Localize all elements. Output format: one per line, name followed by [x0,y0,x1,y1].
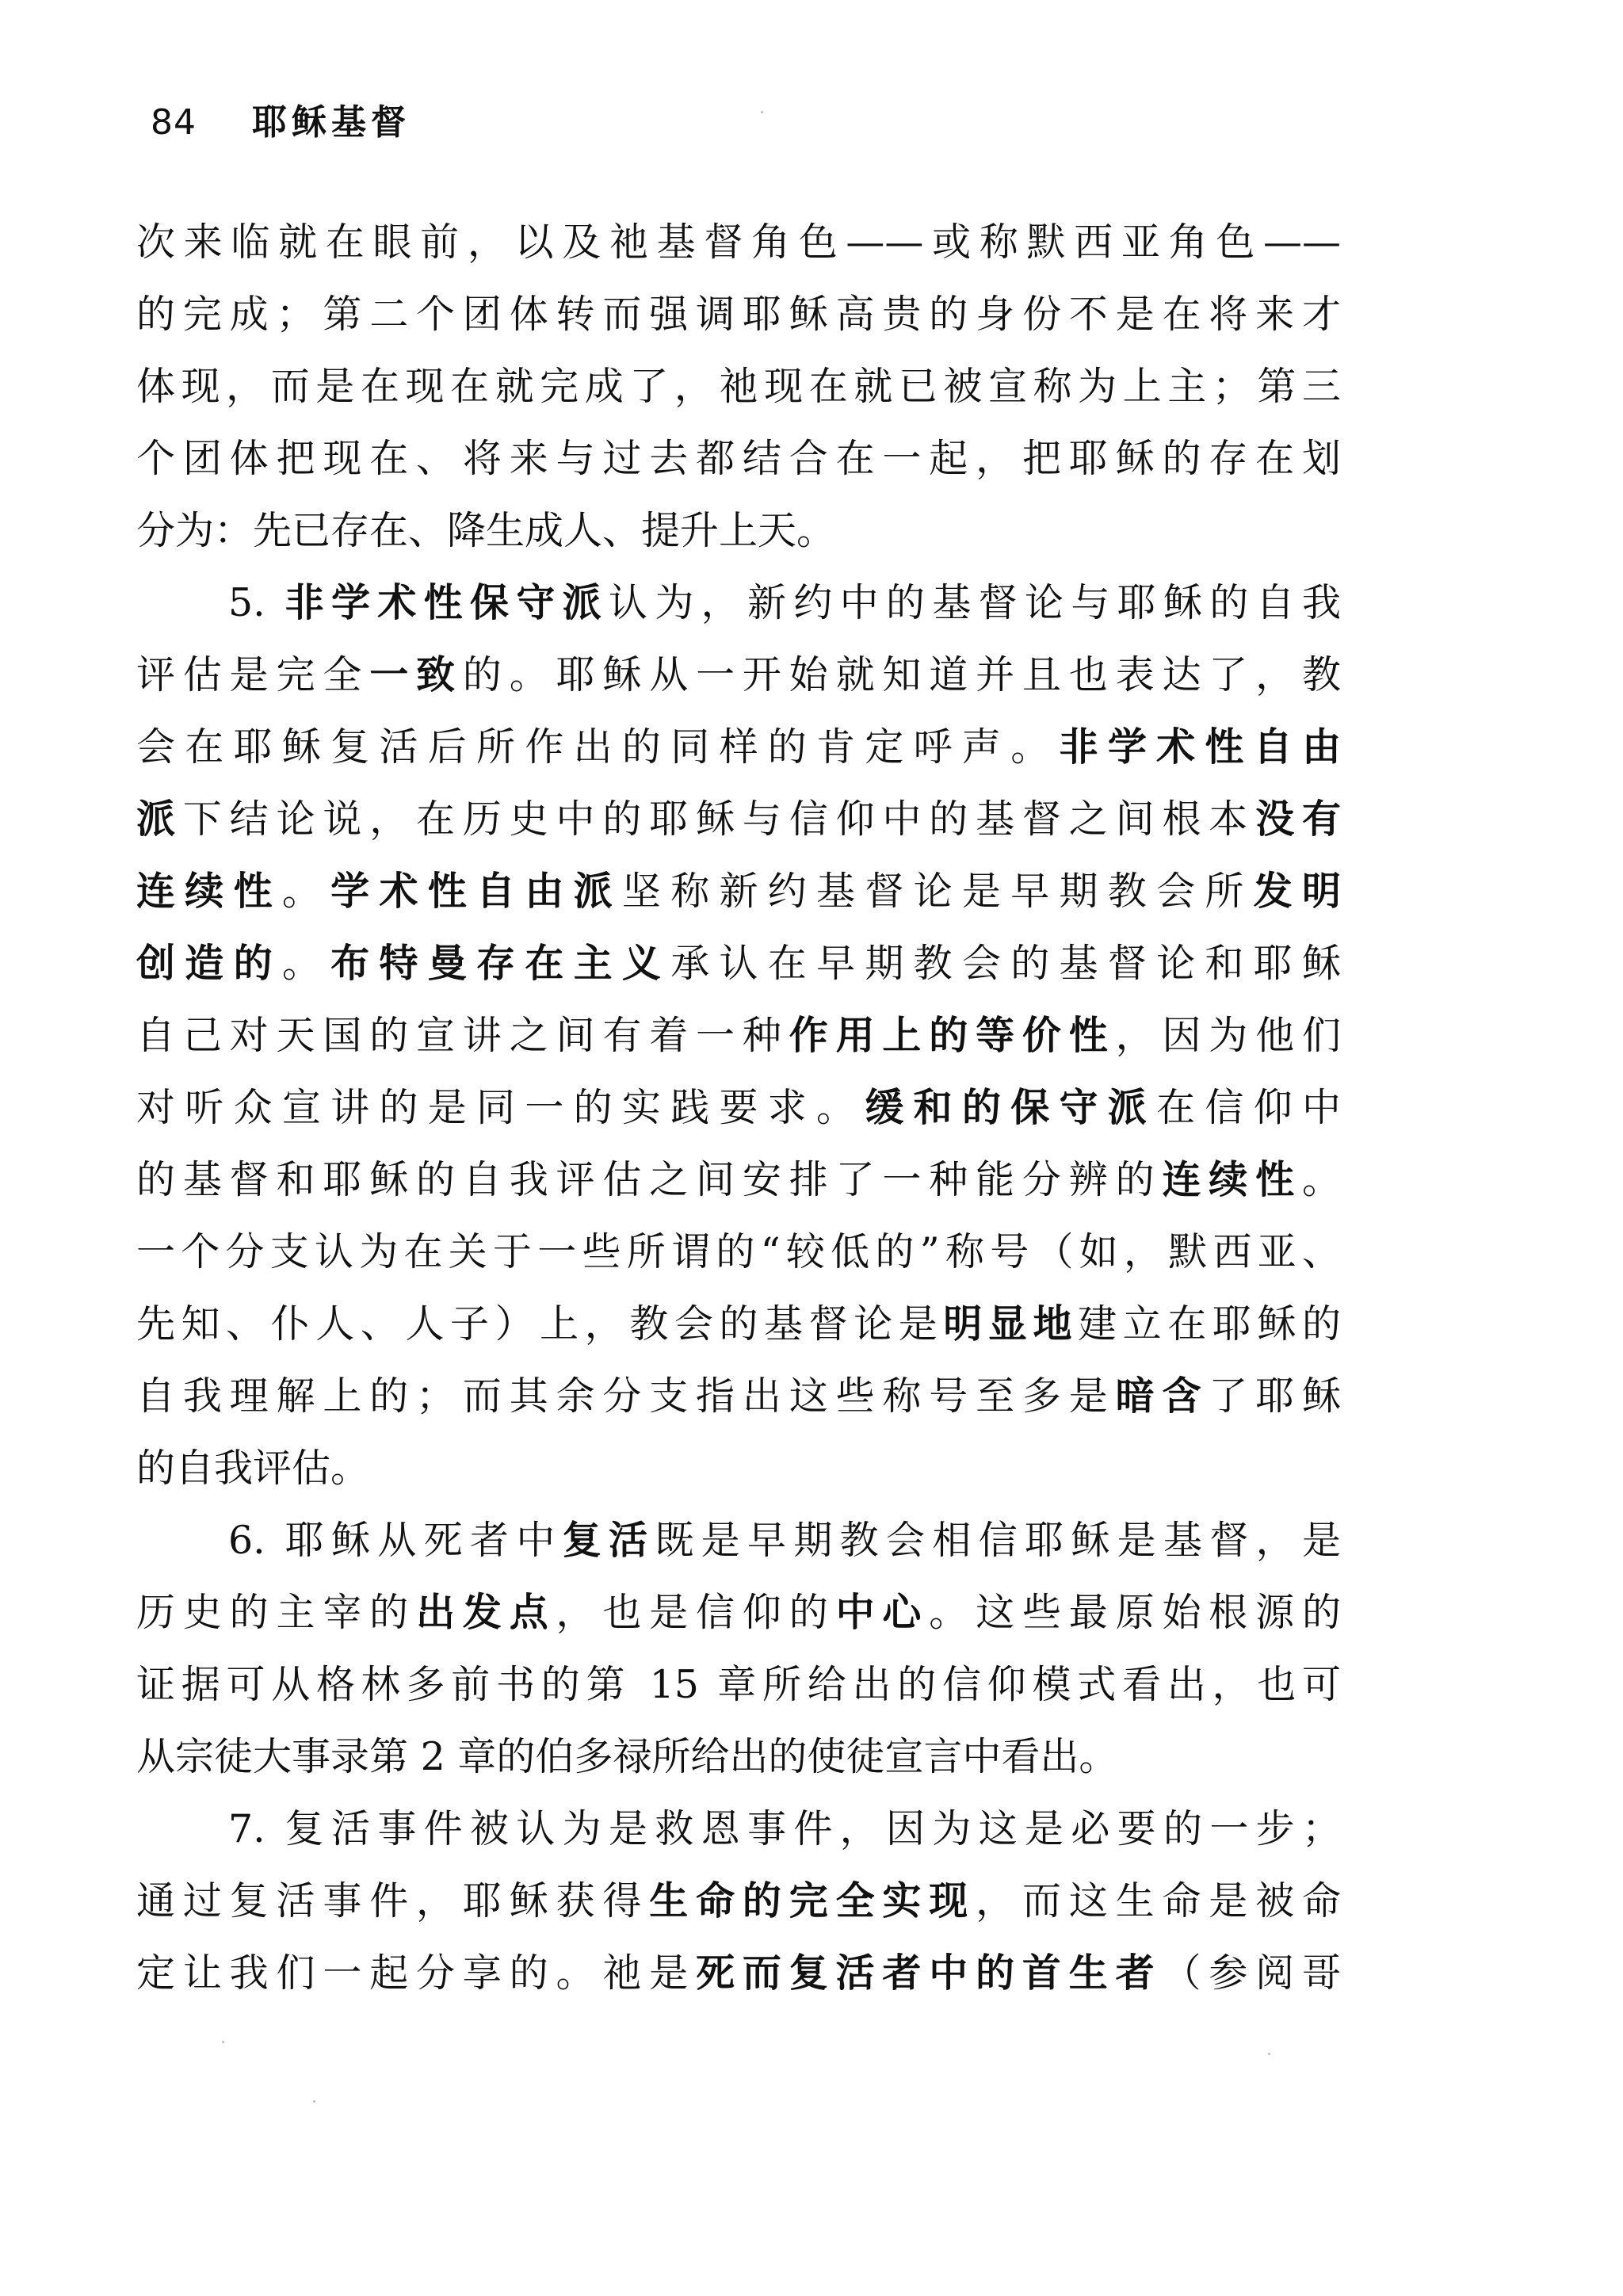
text-line [136,1432,1341,1504]
emphasis-text: 生命的完全实现 [649,1878,976,1924]
body-text-run: 。 [281,869,331,914]
text-line [136,999,1341,1072]
body-text-run: 既是早期教会相信耶稣是基督，是 [655,1518,1341,1563]
body-text-run: 7. 复活事件被认为是救恩事件，因为这是必要的一步； [228,1806,1341,1851]
emphasis-text: 暗含 [1115,1373,1209,1419]
body-text-run: ，也是信仰的 [556,1590,836,1635]
body-text-run: 的。耶稣从一开始就知道并且也表达了，教 [462,652,1341,697]
emphasis-text: 发明 [1253,869,1341,914]
emphasis-text: 一致 [369,652,463,697]
text-line [136,1937,1341,2009]
body-text-run: 会在耶稣复活后所作出的同样的肯定呼声。 [136,724,1060,770]
emphasis-text: 连续性 [136,869,282,914]
body-text-run: 的完成；第二个团体转而强调耶稣高贵的身份不是在将来才 [136,292,1341,337]
body-text-run: 。 [1301,1157,1341,1202]
body-text-run: 的自我评估。 [136,1446,370,1491]
body-text [136,206,1341,2009]
text-line [136,1865,1341,1937]
body-text-run: 自我理解上的；而其余分支指出这些称号至多是 [136,1373,1116,1419]
text-line [136,1360,1341,1432]
body-text-run: 分为：先已存在、降生成人、提升上天。 [136,508,836,553]
body-text-run: 认为，新约中的基督论与耶稣的自我 [609,580,1341,625]
body-text-run: 建立在耶稣的 [1078,1301,1341,1347]
book-title: 耶稣基督 [252,102,411,143]
body-text-run: 一个分支认为在关于一些所谓的“较低的”称号（如，默西亚、 [136,1229,1341,1274]
emphasis-text: 非学术性自由 [1059,724,1341,770]
body-text-run: 定让我们一起分享的。祂是 [136,1950,697,1996]
body-text-run: 坚称新约基督论是早期教会所 [621,869,1254,914]
scan-speck [313,2100,315,2103]
body-text-run: （参阅哥 [1162,1950,1341,1996]
emphasis-text: 连续性 [1162,1157,1302,1202]
emphasis-text: 布特曼存在主义 [330,941,671,986]
body-text-run: 从宗徒大事录第 2 章的伯多禄所给出的使徒宣言中看出。 [136,1734,1118,1779]
text-line [136,1216,1341,1288]
body-text-run: 在信仰中 [1156,1085,1341,1130]
body-text-run: 5. [228,580,285,625]
body-text-run: 先知、仆人、人子）上，教会的基督论是 [136,1301,944,1347]
text-line [136,206,1341,278]
body-text-run: 对听众宣讲的是同一的实践要求。 [136,1085,865,1130]
body-text-run: 历史的主宰的 [136,1590,417,1635]
text-line [136,422,1341,495]
text-line [136,350,1341,422]
text-line [136,1504,1341,1576]
text-line [136,495,1341,567]
emphasis-text: 明显地 [943,1301,1079,1347]
text-line [136,278,1341,350]
body-text-run: 评估是完全 [136,652,370,697]
body-text-run: 体现，而是在现在就完成了，祂现在就已被宣称为上主；第三 [136,364,1341,409]
text-line [136,567,1341,639]
emphasis-text: 没有 [1255,797,1341,842]
text-line [136,1721,1341,1793]
body-text-run: ，因为他们 [1115,1013,1341,1058]
scan-speck [222,2041,224,2043]
scan-speck [761,111,763,113]
emphasis-text: 学术性自由派 [330,869,622,914]
body-text-run: 了耶稣 [1209,1373,1341,1419]
page-number: 84 [151,102,197,143]
body-text-run: 。 [281,941,331,986]
text-line [136,1144,1341,1216]
body-text-run: 次来临就在眼前，以及祂基督角色——或称默西亚角色—— [136,220,1341,265]
emphasis-text: 作用上的等价性 [789,1013,1116,1058]
emphasis-text: 非学术性保守派 [285,580,609,625]
emphasis-text: 创造的 [136,941,282,986]
emphasis-text: 死而复活者中的首生者 [696,1950,1163,1996]
body-text-run: 的基督和耶稣的自我评估之间安排了一种能分辨的 [136,1157,1163,1202]
running-head [151,94,411,165]
body-text-run: 承认在早期教会的基督论和耶稣 [670,941,1341,986]
text-line [136,783,1341,855]
emphasis-text: 缓和的保守派 [865,1085,1157,1130]
scan-speck [1268,2053,1270,2055]
text-line [136,639,1341,711]
text-line [136,1576,1341,1648]
text-line [136,855,1341,927]
text-line [136,1793,1341,1865]
emphasis-text: 中心 [835,1590,930,1635]
text-line [136,927,1341,999]
emphasis-text: 出发点 [416,1590,556,1635]
body-text-run: ，而这生命是被命 [976,1878,1341,1924]
emphasis-text: 派 [136,797,183,842]
body-text-run: 个团体把现在、将来与过去都结合在一起，把耶稣的存在划 [136,436,1341,481]
text-line [136,711,1341,783]
text-line [136,1288,1341,1360]
text-line [136,1648,1341,1721]
body-text-run: 自己对天国的宣讲之间有着一种 [136,1013,789,1058]
body-text-run: 通过复活事件，耶稣获得 [136,1878,650,1924]
body-text-run: 。这些最原始根源的 [929,1590,1341,1635]
text-line [136,1072,1341,1144]
body-text-run: 证据可从格林多前书的第 15 章所给出的信仰模式看出，也可 [136,1662,1341,1707]
emphasis-text: 复活 [562,1518,655,1563]
body-text-run: 下结论说，在历史中的耶稣与信仰中的基督之间根本 [182,797,1256,842]
body-text-run: 6. 耶稣从死者中 [228,1518,563,1563]
